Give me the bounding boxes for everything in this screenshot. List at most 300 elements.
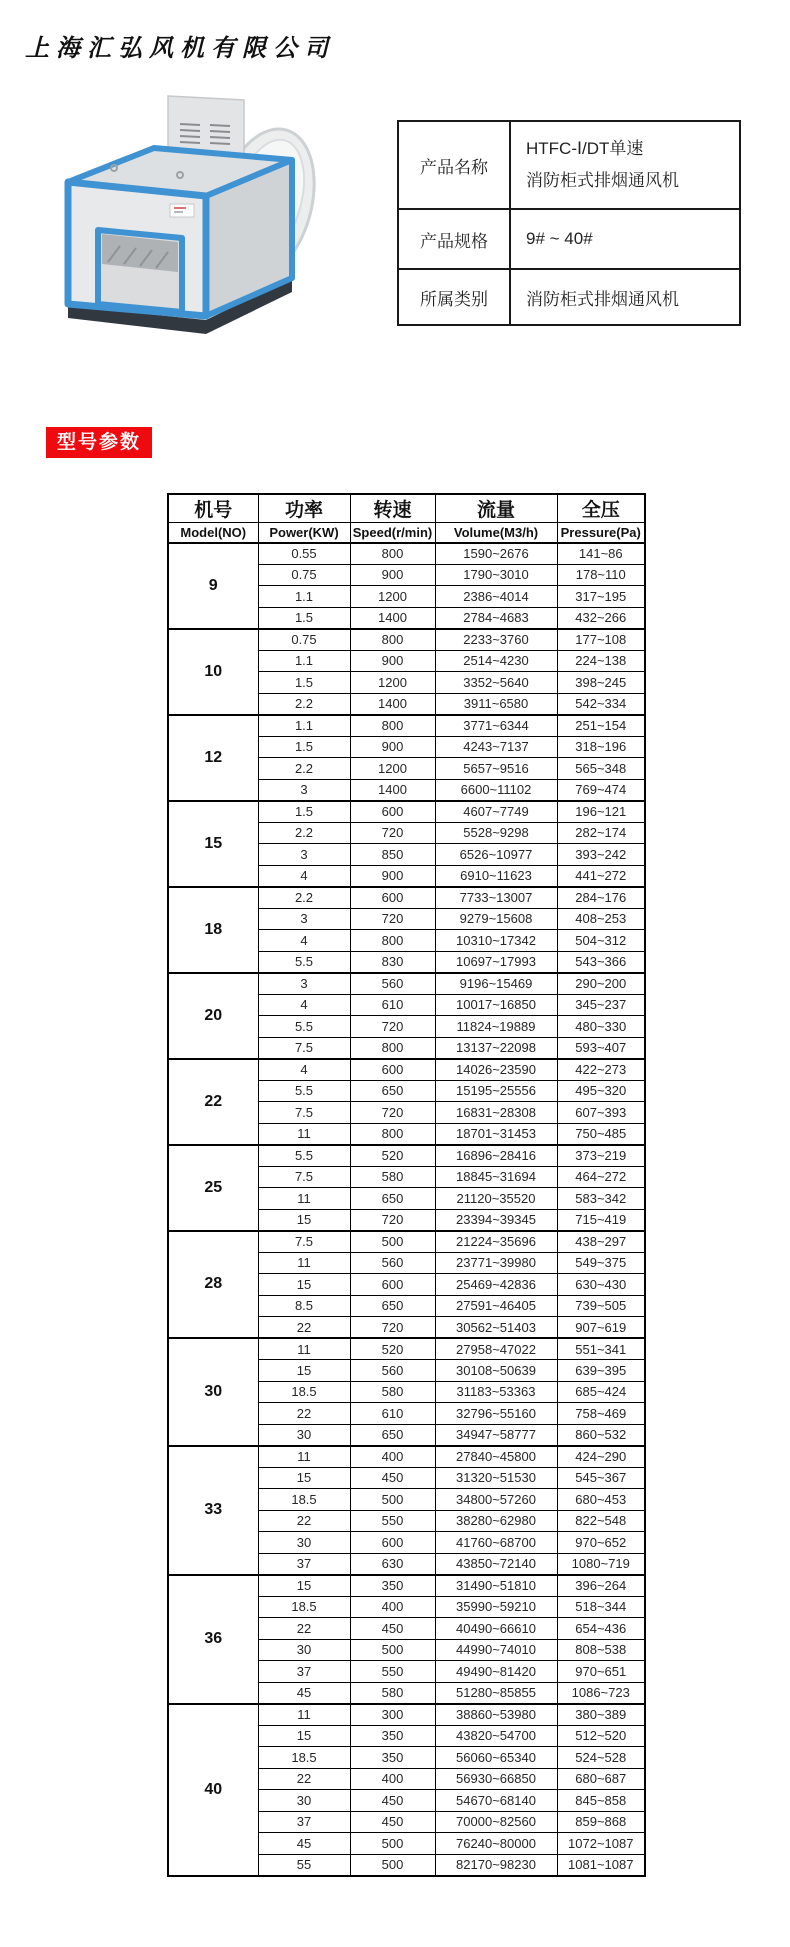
pressure-cell: 345~237 xyxy=(557,994,645,1016)
power-cell: 5.5 xyxy=(258,1016,350,1038)
spec-row xyxy=(168,1145,645,1167)
header-model-cn: 机号 xyxy=(168,494,258,523)
pressure-cell: 504~312 xyxy=(557,930,645,952)
pressure-cell: 907~619 xyxy=(557,1317,645,1339)
power-cell: 18.5 xyxy=(258,1381,350,1403)
power-cell: 1.5 xyxy=(258,672,350,694)
speed-cell: 550 xyxy=(350,1510,435,1532)
speed-cell: 500 xyxy=(350,1833,435,1855)
volume-cell: 51280~85855 xyxy=(435,1682,557,1704)
company-name: 上海汇弘风机有限公司 xyxy=(25,33,335,62)
pressure-cell: 859~868 xyxy=(557,1811,645,1833)
power-cell: 15 xyxy=(258,1575,350,1597)
model-cell: 30 xyxy=(168,1338,258,1446)
header-power-en: Power(KW) xyxy=(258,523,350,543)
power-cell: 11 xyxy=(258,1704,350,1726)
pressure-cell: 970~651 xyxy=(557,1661,645,1683)
product-name-line1: HTFC-Ⅰ/DT单速 xyxy=(526,139,644,158)
volume-cell: 9196~15469 xyxy=(435,973,557,995)
speed-cell: 800 xyxy=(350,930,435,952)
volume-cell: 1790~3010 xyxy=(435,564,557,586)
pressure-cell: 141~86 xyxy=(557,543,645,565)
volume-cell: 35990~59210 xyxy=(435,1596,557,1618)
power-cell: 0.55 xyxy=(258,543,350,565)
speed-cell: 450 xyxy=(350,1790,435,1812)
pressure-cell: 593~407 xyxy=(557,1037,645,1059)
speed-cell: 350 xyxy=(350,1725,435,1747)
header-model-en: Model(NO) xyxy=(168,523,258,543)
power-cell: 1.1 xyxy=(258,715,350,737)
header-row-cn xyxy=(168,494,645,523)
power-cell: 37 xyxy=(258,1811,350,1833)
power-cell: 22 xyxy=(258,1403,350,1425)
speed-cell: 800 xyxy=(350,1123,435,1145)
pressure-cell: 424~290 xyxy=(557,1446,645,1468)
table-row xyxy=(398,269,740,325)
pressure-cell: 393~242 xyxy=(557,844,645,866)
product-info-table xyxy=(397,120,741,326)
pressure-cell: 1080~719 xyxy=(557,1553,645,1575)
pressure-cell: 1072~1087 xyxy=(557,1833,645,1855)
volume-cell: 16896~28416 xyxy=(435,1145,557,1167)
spec-row xyxy=(168,715,645,737)
pressure-cell: 545~367 xyxy=(557,1467,645,1489)
power-cell: 7.5 xyxy=(258,1037,350,1059)
volume-cell: 43820~54700 xyxy=(435,1725,557,1747)
nameplate-icon xyxy=(170,204,194,217)
speed-cell: 800 xyxy=(350,715,435,737)
speed-cell: 400 xyxy=(350,1596,435,1618)
speed-cell: 350 xyxy=(350,1747,435,1769)
pressure-cell: 408~253 xyxy=(557,908,645,930)
speed-cell: 580 xyxy=(350,1682,435,1704)
spec-row xyxy=(168,1231,645,1253)
spec-row xyxy=(168,1338,645,1360)
power-cell: 2.2 xyxy=(258,693,350,715)
pressure-cell: 480~330 xyxy=(557,1016,645,1038)
table-row xyxy=(398,209,740,269)
speed-cell: 650 xyxy=(350,1080,435,1102)
pressure-cell: 680~687 xyxy=(557,1768,645,1790)
pressure-cell: 251~154 xyxy=(557,715,645,737)
product-image xyxy=(52,80,320,336)
pressure-cell: 177~108 xyxy=(557,629,645,651)
speed-cell: 1400 xyxy=(350,607,435,629)
speed-cell: 900 xyxy=(350,650,435,672)
volume-cell: 15195~25556 xyxy=(435,1080,557,1102)
speed-cell: 500 xyxy=(350,1231,435,1253)
pressure-cell: 583~342 xyxy=(557,1188,645,1210)
volume-cell: 56930~66850 xyxy=(435,1768,557,1790)
spec-row xyxy=(168,973,645,995)
speed-cell: 800 xyxy=(350,629,435,651)
pressure-cell: 680~453 xyxy=(557,1489,645,1511)
power-cell: 30 xyxy=(258,1424,350,1446)
pressure-cell: 380~389 xyxy=(557,1704,645,1726)
speed-cell: 600 xyxy=(350,1274,435,1296)
spec-row xyxy=(168,1446,645,1468)
volume-cell: 40490~66610 xyxy=(435,1618,557,1640)
pressure-cell: 808~538 xyxy=(557,1639,645,1661)
volume-cell: 56060~65340 xyxy=(435,1747,557,1769)
power-cell: 5.5 xyxy=(258,1080,350,1102)
volume-cell: 3771~6344 xyxy=(435,715,557,737)
pressure-cell: 1081~1087 xyxy=(557,1854,645,1876)
volume-cell: 43850~72140 xyxy=(435,1553,557,1575)
header-volume-en: Volume(M3/h) xyxy=(435,523,557,543)
speed-cell: 900 xyxy=(350,736,435,758)
model-cell: 20 xyxy=(168,973,258,1059)
pressure-cell: 224~138 xyxy=(557,650,645,672)
power-cell: 3 xyxy=(258,844,350,866)
power-cell: 55 xyxy=(258,1854,350,1876)
model-cell: 18 xyxy=(168,887,258,973)
volume-cell: 34947~58777 xyxy=(435,1424,557,1446)
volume-cell: 49490~81420 xyxy=(435,1661,557,1683)
pressure-cell: 654~436 xyxy=(557,1618,645,1640)
speed-cell: 450 xyxy=(350,1618,435,1640)
speed-cell: 450 xyxy=(350,1811,435,1833)
model-cell: 33 xyxy=(168,1446,258,1575)
speed-cell: 1400 xyxy=(350,693,435,715)
power-cell: 22 xyxy=(258,1768,350,1790)
pressure-cell: 543~366 xyxy=(557,951,645,973)
speed-cell: 610 xyxy=(350,994,435,1016)
power-cell: 22 xyxy=(258,1510,350,1532)
speed-cell: 600 xyxy=(350,1532,435,1554)
spec-row xyxy=(168,629,645,651)
header-pressure-en: Pressure(Pa) xyxy=(557,523,645,543)
product-spec-value: 9# ~ 40# xyxy=(510,209,740,269)
speed-cell: 720 xyxy=(350,1102,435,1124)
table-row xyxy=(398,121,740,209)
product-name-line2: 消防柜式排烟通风机 xyxy=(526,171,679,190)
power-cell: 3 xyxy=(258,908,350,930)
speed-cell: 1400 xyxy=(350,779,435,801)
power-cell: 37 xyxy=(258,1553,350,1575)
spec-row xyxy=(168,1704,645,1726)
pressure-cell: 551~341 xyxy=(557,1338,645,1360)
speed-cell: 600 xyxy=(350,1059,435,1081)
volume-cell: 5657~9516 xyxy=(435,758,557,780)
power-cell: 22 xyxy=(258,1317,350,1339)
pressure-cell: 639~395 xyxy=(557,1360,645,1382)
pressure-cell: 845~858 xyxy=(557,1790,645,1812)
speed-cell: 560 xyxy=(350,1360,435,1382)
pressure-cell: 318~196 xyxy=(557,736,645,758)
volume-cell: 30562~51403 xyxy=(435,1317,557,1339)
speed-cell: 610 xyxy=(350,1403,435,1425)
spec-row xyxy=(168,887,645,909)
pressure-cell: 739~505 xyxy=(557,1295,645,1317)
power-cell: 15 xyxy=(258,1209,350,1231)
speed-cell: 720 xyxy=(350,822,435,844)
pressure-cell: 565~348 xyxy=(557,758,645,780)
product-name-value xyxy=(510,121,740,209)
speed-cell: 800 xyxy=(350,1037,435,1059)
volume-cell: 6526~10977 xyxy=(435,844,557,866)
power-cell: 11 xyxy=(258,1252,350,1274)
volume-cell: 11824~19889 xyxy=(435,1016,557,1038)
pressure-cell: 282~174 xyxy=(557,822,645,844)
volume-cell: 54670~68140 xyxy=(435,1790,557,1812)
pressure-cell: 196~121 xyxy=(557,801,645,823)
power-cell: 30 xyxy=(258,1639,350,1661)
header-speed-en: Speed(r/min) xyxy=(350,523,435,543)
spec-row xyxy=(168,1059,645,1081)
power-cell: 30 xyxy=(258,1790,350,1812)
power-cell: 1.1 xyxy=(258,650,350,672)
pressure-cell: 607~393 xyxy=(557,1102,645,1124)
model-cell: 15 xyxy=(168,801,258,887)
volume-cell: 27840~45800 xyxy=(435,1446,557,1468)
pressure-cell: 715~419 xyxy=(557,1209,645,1231)
speed-cell: 400 xyxy=(350,1768,435,1790)
pressure-cell: 758~469 xyxy=(557,1403,645,1425)
header-row-en xyxy=(168,523,645,543)
power-cell: 7.5 xyxy=(258,1166,350,1188)
power-cell: 0.75 xyxy=(258,629,350,651)
pressure-cell: 290~200 xyxy=(557,973,645,995)
speed-cell: 720 xyxy=(350,1016,435,1038)
header-power-cn: 功率 xyxy=(258,494,350,523)
pressure-cell: 432~266 xyxy=(557,607,645,629)
speed-cell: 500 xyxy=(350,1854,435,1876)
speed-cell: 1200 xyxy=(350,586,435,608)
volume-cell: 1590~2676 xyxy=(435,543,557,565)
speed-cell: 720 xyxy=(350,1209,435,1231)
power-cell: 15 xyxy=(258,1360,350,1382)
volume-cell: 14026~23590 xyxy=(435,1059,557,1081)
pressure-cell: 396~264 xyxy=(557,1575,645,1597)
volume-cell: 9279~15608 xyxy=(435,908,557,930)
speed-cell: 500 xyxy=(350,1489,435,1511)
product-spec-label: 产品规格 xyxy=(398,209,510,269)
pressure-cell: 524~528 xyxy=(557,1747,645,1769)
pressure-cell: 769~474 xyxy=(557,779,645,801)
volume-cell: 32796~55160 xyxy=(435,1403,557,1425)
volume-cell: 2233~3760 xyxy=(435,629,557,651)
model-cell: 28 xyxy=(168,1231,258,1339)
speed-cell: 650 xyxy=(350,1424,435,1446)
pressure-cell: 630~430 xyxy=(557,1274,645,1296)
volume-cell: 38280~62980 xyxy=(435,1510,557,1532)
spec-row xyxy=(168,1575,645,1597)
speed-cell: 600 xyxy=(350,801,435,823)
volume-cell: 38860~53980 xyxy=(435,1704,557,1726)
header-volume-cn: 流量 xyxy=(435,494,557,523)
power-cell: 30 xyxy=(258,1532,350,1554)
speed-cell: 300 xyxy=(350,1704,435,1726)
power-cell: 45 xyxy=(258,1833,350,1855)
speed-cell: 720 xyxy=(350,908,435,930)
pressure-cell: 542~334 xyxy=(557,693,645,715)
power-cell: 8.5 xyxy=(258,1295,350,1317)
pressure-cell: 750~485 xyxy=(557,1123,645,1145)
volume-cell: 6600~11102 xyxy=(435,779,557,801)
volume-cell: 18845~31694 xyxy=(435,1166,557,1188)
speed-cell: 350 xyxy=(350,1575,435,1597)
pressure-cell: 1086~723 xyxy=(557,1682,645,1704)
speed-cell: 500 xyxy=(350,1639,435,1661)
power-cell: 11 xyxy=(258,1188,350,1210)
volume-cell: 41760~68700 xyxy=(435,1532,557,1554)
product-category-value: 消防柜式排烟通风机 xyxy=(510,269,740,325)
pressure-cell: 438~297 xyxy=(557,1231,645,1253)
model-cell: 36 xyxy=(168,1575,258,1704)
volume-cell: 27591~46405 xyxy=(435,1295,557,1317)
volume-cell: 30108~50639 xyxy=(435,1360,557,1382)
pressure-cell: 495~320 xyxy=(557,1080,645,1102)
speed-cell: 720 xyxy=(350,1317,435,1339)
volume-cell: 4607~7749 xyxy=(435,801,557,823)
fan-opening xyxy=(98,230,182,312)
pressure-cell: 178~110 xyxy=(557,564,645,586)
volume-cell: 21224~35696 xyxy=(435,1231,557,1253)
power-cell: 5.5 xyxy=(258,951,350,973)
pressure-cell: 518~344 xyxy=(557,1596,645,1618)
volume-cell: 10017~16850 xyxy=(435,994,557,1016)
volume-cell: 10310~17342 xyxy=(435,930,557,952)
volume-cell: 76240~80000 xyxy=(435,1833,557,1855)
power-cell: 0.75 xyxy=(258,564,350,586)
power-cell: 3 xyxy=(258,779,350,801)
volume-cell: 3352~5640 xyxy=(435,672,557,694)
pressure-cell: 970~652 xyxy=(557,1532,645,1554)
speed-cell: 520 xyxy=(350,1338,435,1360)
power-cell: 2.2 xyxy=(258,887,350,909)
model-cell: 10 xyxy=(168,629,258,715)
power-cell: 11 xyxy=(258,1446,350,1468)
speed-cell: 650 xyxy=(350,1188,435,1210)
volume-cell: 2514~4230 xyxy=(435,650,557,672)
power-cell: 18.5 xyxy=(258,1489,350,1511)
power-cell: 7.5 xyxy=(258,1102,350,1124)
power-cell: 7.5 xyxy=(258,1231,350,1253)
volume-cell: 82170~98230 xyxy=(435,1854,557,1876)
pressure-cell: 317~195 xyxy=(557,586,645,608)
speed-cell: 650 xyxy=(350,1295,435,1317)
speed-cell: 630 xyxy=(350,1553,435,1575)
power-cell: 3 xyxy=(258,973,350,995)
speed-cell: 600 xyxy=(350,887,435,909)
pressure-cell: 860~532 xyxy=(557,1424,645,1446)
volume-cell: 2386~4014 xyxy=(435,586,557,608)
speed-cell: 900 xyxy=(350,865,435,887)
volume-cell: 7733~13007 xyxy=(435,887,557,909)
model-cell: 12 xyxy=(168,715,258,801)
speed-cell: 400 xyxy=(350,1446,435,1468)
power-cell: 15 xyxy=(258,1274,350,1296)
speed-cell: 1200 xyxy=(350,672,435,694)
power-cell: 1.5 xyxy=(258,736,350,758)
pressure-cell: 441~272 xyxy=(557,865,645,887)
volume-cell: 5528~9298 xyxy=(435,822,557,844)
spec-table-header xyxy=(168,494,645,543)
volume-cell: 18701~31453 xyxy=(435,1123,557,1145)
power-cell: 15 xyxy=(258,1725,350,1747)
volume-cell: 34800~57260 xyxy=(435,1489,557,1511)
volume-cell: 6910~11623 xyxy=(435,865,557,887)
volume-cell: 13137~22098 xyxy=(435,1037,557,1059)
volume-cell: 3911~6580 xyxy=(435,693,557,715)
power-cell: 4 xyxy=(258,994,350,1016)
volume-cell: 16831~28308 xyxy=(435,1102,557,1124)
speed-cell: 800 xyxy=(350,543,435,565)
power-cell: 1.1 xyxy=(258,586,350,608)
power-cell: 2.2 xyxy=(258,822,350,844)
power-cell: 22 xyxy=(258,1618,350,1640)
speed-cell: 850 xyxy=(350,844,435,866)
volume-cell: 23394~39345 xyxy=(435,1209,557,1231)
volume-cell: 44990~74010 xyxy=(435,1639,557,1661)
volume-cell: 23771~39980 xyxy=(435,1252,557,1274)
volume-cell: 4243~7137 xyxy=(435,736,557,758)
spec-table xyxy=(167,493,646,1877)
power-cell: 11 xyxy=(258,1338,350,1360)
power-cell: 4 xyxy=(258,930,350,952)
speed-cell: 830 xyxy=(350,951,435,973)
pressure-cell: 822~548 xyxy=(557,1510,645,1532)
speed-cell: 560 xyxy=(350,973,435,995)
spec-table-body xyxy=(168,543,645,1876)
power-cell: 11 xyxy=(258,1123,350,1145)
spec-row xyxy=(168,543,645,565)
model-cell: 40 xyxy=(168,1704,258,1876)
model-cell: 22 xyxy=(168,1059,258,1145)
speed-cell: 450 xyxy=(350,1467,435,1489)
volume-cell: 2784~4683 xyxy=(435,607,557,629)
power-cell: 5.5 xyxy=(258,1145,350,1167)
power-cell: 18.5 xyxy=(258,1596,350,1618)
pressure-cell: 549~375 xyxy=(557,1252,645,1274)
power-cell: 18.5 xyxy=(258,1747,350,1769)
pressure-cell: 685~424 xyxy=(557,1381,645,1403)
pressure-cell: 398~245 xyxy=(557,672,645,694)
speed-cell: 580 xyxy=(350,1381,435,1403)
speed-cell: 550 xyxy=(350,1661,435,1683)
header-pressure-cn: 全压 xyxy=(557,494,645,523)
speed-cell: 900 xyxy=(350,564,435,586)
product-name-label: 产品名称 xyxy=(398,121,510,209)
power-cell: 4 xyxy=(258,1059,350,1081)
pressure-cell: 512~520 xyxy=(557,1725,645,1747)
power-cell: 45 xyxy=(258,1682,350,1704)
pressure-cell: 464~272 xyxy=(557,1166,645,1188)
power-cell: 1.5 xyxy=(258,607,350,629)
section-badge: 型号参数 xyxy=(46,427,152,458)
power-cell: 37 xyxy=(258,1661,350,1683)
product-category-label: 所属类别 xyxy=(398,269,510,325)
volume-cell: 70000~82560 xyxy=(435,1811,557,1833)
volume-cell: 25469~42836 xyxy=(435,1274,557,1296)
speed-cell: 1200 xyxy=(350,758,435,780)
speed-cell: 560 xyxy=(350,1252,435,1274)
model-cell: 25 xyxy=(168,1145,258,1231)
volume-cell: 10697~17993 xyxy=(435,951,557,973)
pressure-cell: 422~273 xyxy=(557,1059,645,1081)
power-cell: 2.2 xyxy=(258,758,350,780)
volume-cell: 27958~47022 xyxy=(435,1338,557,1360)
power-cell: 15 xyxy=(258,1467,350,1489)
model-cell: 9 xyxy=(168,543,258,629)
power-cell: 1.5 xyxy=(258,801,350,823)
volume-cell: 21120~35520 xyxy=(435,1188,557,1210)
header-speed-cn: 转速 xyxy=(350,494,435,523)
spec-row xyxy=(168,801,645,823)
pressure-cell: 373~219 xyxy=(557,1145,645,1167)
volume-cell: 31183~53363 xyxy=(435,1381,557,1403)
